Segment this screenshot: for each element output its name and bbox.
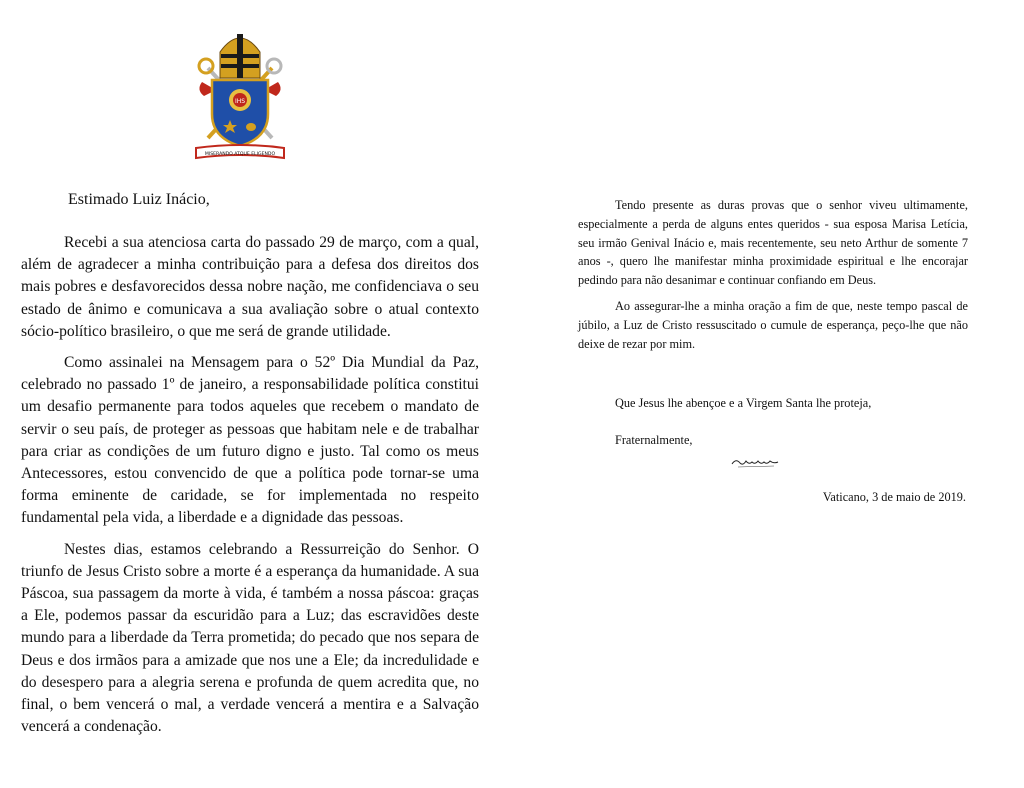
closing-wish: Que Jesus lhe abençoe e a Virgem Santa lhe proteja, <box>615 396 872 410</box>
place-date: Vaticano, 3 de maio de 2019. <box>822 490 966 504</box>
papal-coat-of-arms <box>190 30 290 164</box>
closing: Fraternalmente, <box>615 433 693 447</box>
paragraph-prayer: Ao assegurar-lhe a minha oração a fim de que, neste tempo pascal de júbilo, a Luz de Cristo ressuscitado o cumule de esperança, peço-lhe que não deixe de rezar por mim. <box>578 298 968 351</box>
mitre-icon <box>220 34 260 78</box>
paragraph-gratitude: Recebi a sua atenciosa carta do passado 29 de março, com a qual, além de agradecer a minha contribuição para a defesa dos direitos dos mais pobres e desfavorecidos dessa nobre nação, me confidenciava o seu estado de ânimo e comunicava a sua avaliação sobre o atual contexto sócio-político brasileiro, o que me será de grande utilidade. <box>21 234 479 340</box>
right-body <box>578 196 968 360</box>
motto-scroll <box>196 145 284 158</box>
paragraph-peace-message: Como assinalei na Mensagem para o 52º Dia Mundial da Paz, celebrado no passado 1º de janeiro, a responsabilidade política constitui um desafio permanente para todos aqueles que recebem o mandato de servir o seu país, de proteger as pessoas que habitam nele e de trabalhar para criar as condições de um futuro digno e justo. Tal como os meus Antecessores, estou convencido de que a política pode tornar-se uma forma eminente de caridade, se for implementada no respeito fundamental pela vida, a liberdade e a dignidade das pessoas. <box>21 354 479 527</box>
svg-text:IHS: IHS <box>234 98 246 105</box>
salutation: Estimado Luiz Inácio, <box>68 191 210 208</box>
signature <box>730 455 780 469</box>
motto-text: MISERANDO ATQUE ELIGENDO <box>204 152 276 157</box>
paragraph-resurrection: Nestes dias, estamos celebrando a Ressurreição do Senhor. O triunfo de Jesus Cristo sobre a morte é a esperança da humanidade. A sua Páscoa, sua passagem da morte à vida, é também a nossa páscoa: graças a Ele, podemos passar da escuridão para a Luz; das escravidões deste mundo para a liberdade da Terra prometida; do pecado que nos separa de Deus e dos irmãos para a amizade que nos une a Ele; da incredulidade e do desespero para a alegria serena e profunda de quem acredita que, no final, o bem vencerá o mal, a verdade vencerá a mentira e a Salvação vencerá a condenação. <box>21 540 479 736</box>
paragraph-condolences: Tendo presente as duras provas que o senhor viveu ultimamente, especialmente a perda de alguns entes queridos - sua esposa Marisa Letícia, seu irmão Genival Inácio e, mais recentemente, seu neto Arthur de somente 7 anos -, quero lhe manifestar minha proximidade espiritual e lhe encorajar pedindo para não desanimar e continuar confiando em Deus. <box>578 198 968 288</box>
right-page <box>512 0 1024 788</box>
left-body <box>21 232 479 747</box>
shield-icon <box>212 80 268 146</box>
